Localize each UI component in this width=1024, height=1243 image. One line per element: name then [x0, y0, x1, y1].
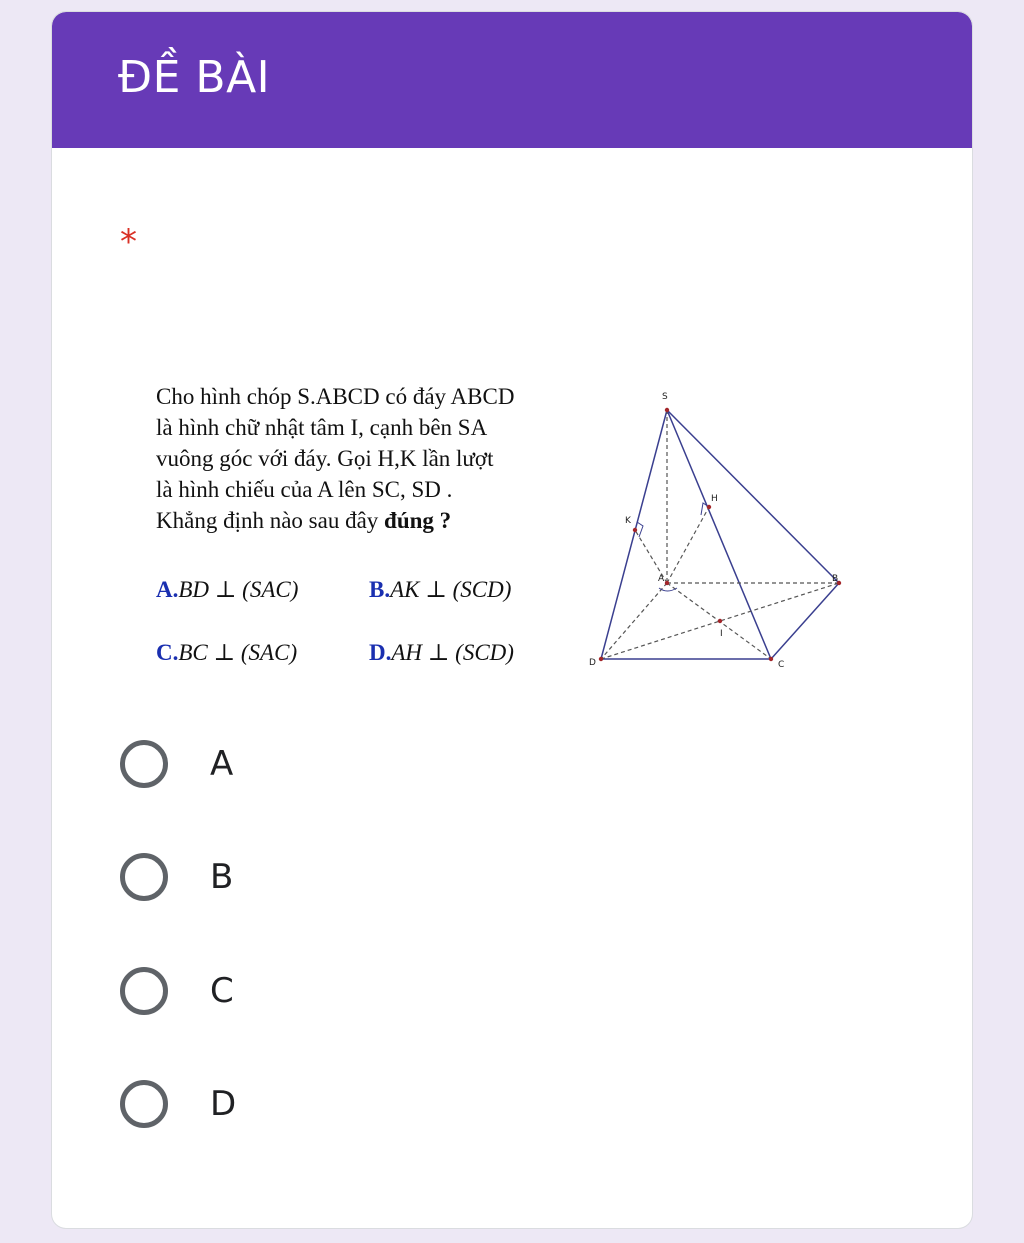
option-d [369, 640, 514, 666]
option-a [156, 577, 298, 603]
radio-button[interactable] [120, 853, 168, 901]
edge-sb [667, 410, 839, 583]
choice-a[interactable] [120, 732, 520, 796]
option-expression: BC ⊥ (SAC) [178, 640, 298, 665]
option-letter: B. [369, 577, 391, 602]
label-d: D [589, 658, 596, 668]
radio-button[interactable] [120, 740, 168, 788]
choice-label: C [210, 971, 234, 1011]
choice-d[interactable] [120, 1072, 520, 1136]
page-title: ĐỀ BÀI [118, 52, 271, 103]
question-text [156, 381, 566, 536]
option-letter: A. [156, 577, 179, 602]
question-line-text: Khẳng định nào sau đây [156, 508, 385, 533]
question-line: là hình chiếu của A lên SC, SD . [156, 477, 453, 502]
option-b [369, 577, 511, 603]
segment-ah [667, 507, 709, 583]
choice-b[interactable] [120, 845, 520, 909]
label-k: K [625, 516, 631, 526]
label-h: H [711, 494, 718, 504]
option-letter: D. [369, 640, 392, 665]
question-line: là hình chữ nhật tâm I, cạnh bên SA [156, 415, 488, 440]
option-expression: BD ⊥ (SAC) [178, 577, 299, 602]
question-line: Cho hình chóp S.ABCD có đáy ABCD [156, 384, 515, 409]
label-a: A [658, 574, 665, 584]
label-b: B [832, 574, 839, 584]
point-c [769, 657, 773, 661]
option-expression: AH ⊥ (SCD) [391, 640, 514, 665]
point-a [665, 581, 669, 585]
option-c [156, 640, 297, 666]
option-letter: C. [156, 640, 179, 665]
radio-button[interactable] [120, 967, 168, 1015]
option-expression: AK ⊥ (SCD) [390, 577, 512, 602]
point-s [665, 408, 669, 412]
label-i: I [720, 629, 723, 639]
choice-c[interactable] [120, 959, 520, 1023]
point-i [718, 619, 722, 623]
required-marker: * [120, 222, 137, 262]
point-d [599, 657, 603, 661]
point-k [633, 528, 637, 532]
choice-label: D [210, 1084, 237, 1124]
label-c: C [778, 660, 785, 670]
choice-label: B [210, 857, 234, 897]
point-h [707, 505, 711, 509]
pyramid-figure [587, 387, 847, 687]
choice-label: A [210, 744, 234, 784]
question-card [52, 12, 972, 1228]
question-emphasis: đúng ? [384, 508, 452, 533]
label-s: S [662, 392, 668, 402]
question-line [156, 505, 566, 536]
question-image [147, 367, 867, 687]
question-line: vuông góc với đáy. Gọi H,K lần lượt [156, 446, 494, 471]
radio-button[interactable] [120, 1080, 168, 1128]
